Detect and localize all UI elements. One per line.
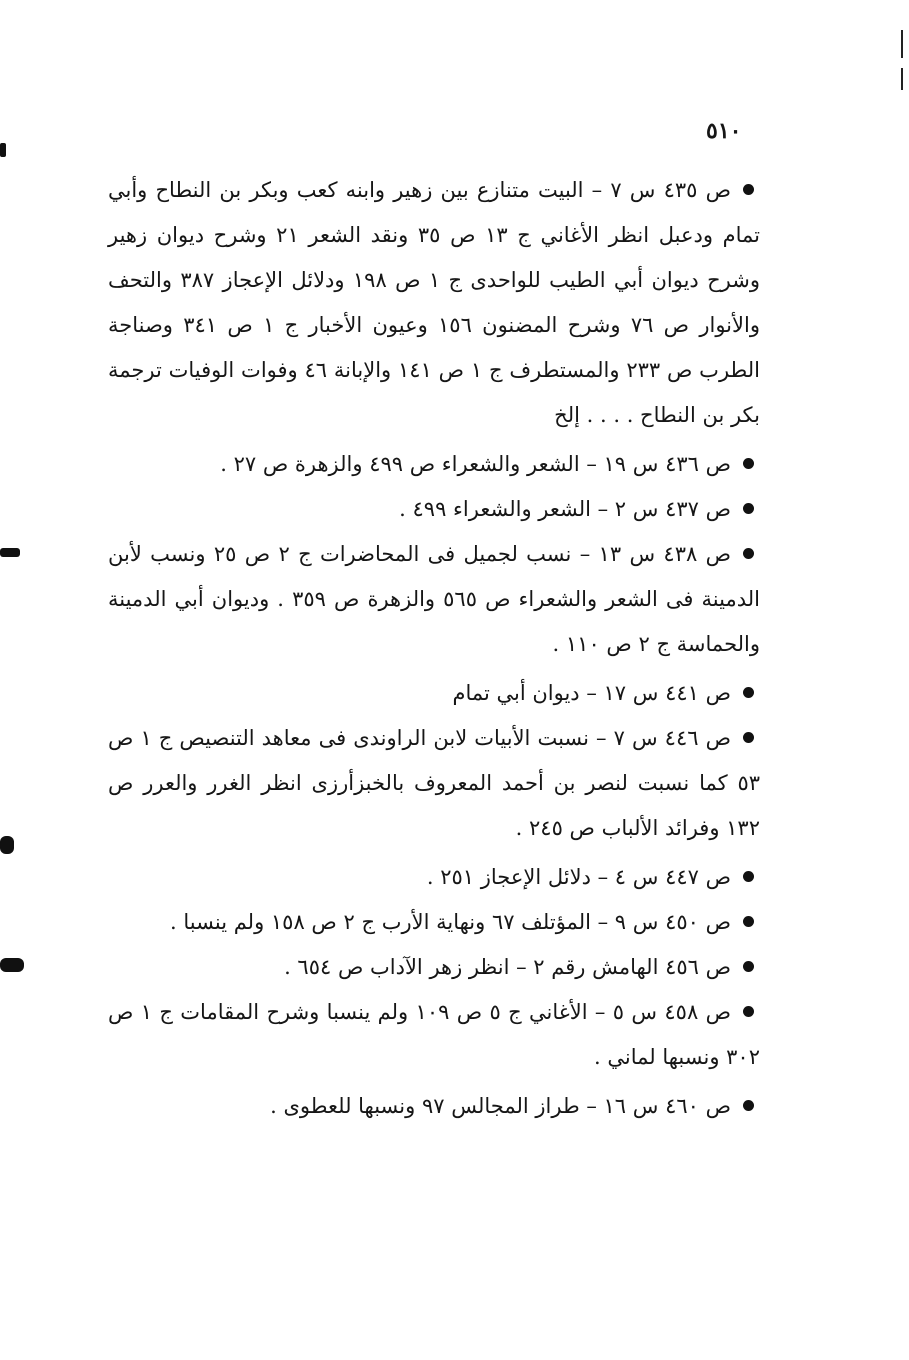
- note-entry: [108, 671, 760, 716]
- scan-edge-mark: [0, 143, 6, 157]
- scan-edge-mark: [0, 548, 20, 557]
- bullet-icon: [743, 548, 754, 559]
- bullet-icon: [743, 503, 754, 514]
- note-entry: [108, 487, 760, 532]
- note-text: ص ٤٥٨ س ٥ – الأغاني ج ٥ ص ١٠٩ ولم ينسبا وشرح المقامات ج ١ ص ٣٠٢ ونسبها لماني .: [108, 1000, 760, 1069]
- note-text: ص ٤٣٧ س ٢ – الشعر والشعراء ٤٩٩ .: [399, 497, 731, 521]
- note-text: ص ٤٥٦ الهامش رقم ٢ – انظر زهر الآداب ص ٦٥٤ .: [284, 955, 731, 979]
- note-text: ص ٤٤١ س ١٧ – ديوان أبي تمام: [452, 681, 731, 705]
- note-entry: [108, 990, 760, 1080]
- note-entry: [108, 168, 760, 438]
- note-text: ص ٤٦٠ س ١٦ – طراز المجالس ٩٧ ونسبها للعطوى .: [270, 1094, 731, 1118]
- notes-list: [108, 168, 760, 1129]
- scan-edge-mark: [901, 30, 903, 58]
- note-entry: [108, 716, 760, 851]
- bullet-icon: [743, 732, 754, 743]
- note-entry: [108, 532, 760, 667]
- bullet-icon: [743, 458, 754, 469]
- note-text: ص ٤٤٧ س ٤ – دلائل الإعجاز ٢٥١ .: [426, 865, 731, 889]
- bullet-icon: [743, 687, 754, 698]
- note-text: ص ٤٤٦ س ٧ – نسبت الأبيات لابن الراوندى فى معاهد التنصيص ج ١ ص ٥٣ كما نسبت لنصر بن أحمد المعروف بالخبزأرزى انظر الغرر والعرر ص ١٣٢ وفرائد الألباب ص ٢٤٥ .: [108, 726, 760, 840]
- scan-edge-mark: [0, 958, 24, 972]
- bullet-icon: [743, 961, 754, 972]
- note-entry: [108, 855, 760, 900]
- note-text: ص ٤٣٦ س ١٩ – الشعر والشعراء ص ٤٩٩ والزهرة ص ٢٧ .: [220, 452, 731, 476]
- bullet-icon: [743, 184, 754, 195]
- scan-edge-mark: [0, 836, 14, 854]
- bullet-icon: [743, 871, 754, 882]
- bullet-icon: [743, 1006, 754, 1017]
- note-entry: [108, 945, 760, 990]
- bullet-icon: [743, 916, 754, 927]
- note-entry: [108, 442, 760, 487]
- note-entry: [108, 1084, 760, 1129]
- bullet-icon: [743, 1100, 754, 1111]
- note-text: ص ٤٥٠ س ٩ – المؤتلف ٦٧ ونهاية الأرب ج ٢ ص ١٥٨ ولم ينسبا .: [170, 910, 731, 934]
- scan-edge-mark: [901, 68, 903, 90]
- note-text: ص ٤٣٨ س ١٣ – نسب لجميل فى المحاضرات ج ٢ ص ٢٥ ونسب لأبن الدمينة فى الشعر والشعراء ص ٥٦٥ والزهرة ص ٣٥٩ . وديوان أبي الدمينة والحماسة ج ٢ ص ١١٠ .: [108, 542, 760, 656]
- note-entry: [108, 900, 760, 945]
- note-text: ص ٤٣٥ س ٧ – البيت متنازع بين زهير وابنه كعب وبكر بن النطاح وأبي تمام ودعبل انظر الأغاني ج ١٣ ص ٣٥ ونقد الشعر ٢١ وشرح ديوان زهير وشرح ديوان أبي الطيب للواحدى ج ١ ص ١٩٨ ودلائل الإعجاز ٣٨٧ والتحف والأنوار ص ٧٦ وشرح المضنون ١٥٦ وعيون الأخبار ج ١ ص ٣٤١ وصناجة الطرب ص ٢٣٣ والمستطرف ج ١ ص ١٤١ والإبانة ٤٦ وفوات الوفيات ترجمة بكر بن النطاح . . . . إلخ: [108, 178, 761, 427]
- page-number: ٥١٠: [706, 118, 742, 144]
